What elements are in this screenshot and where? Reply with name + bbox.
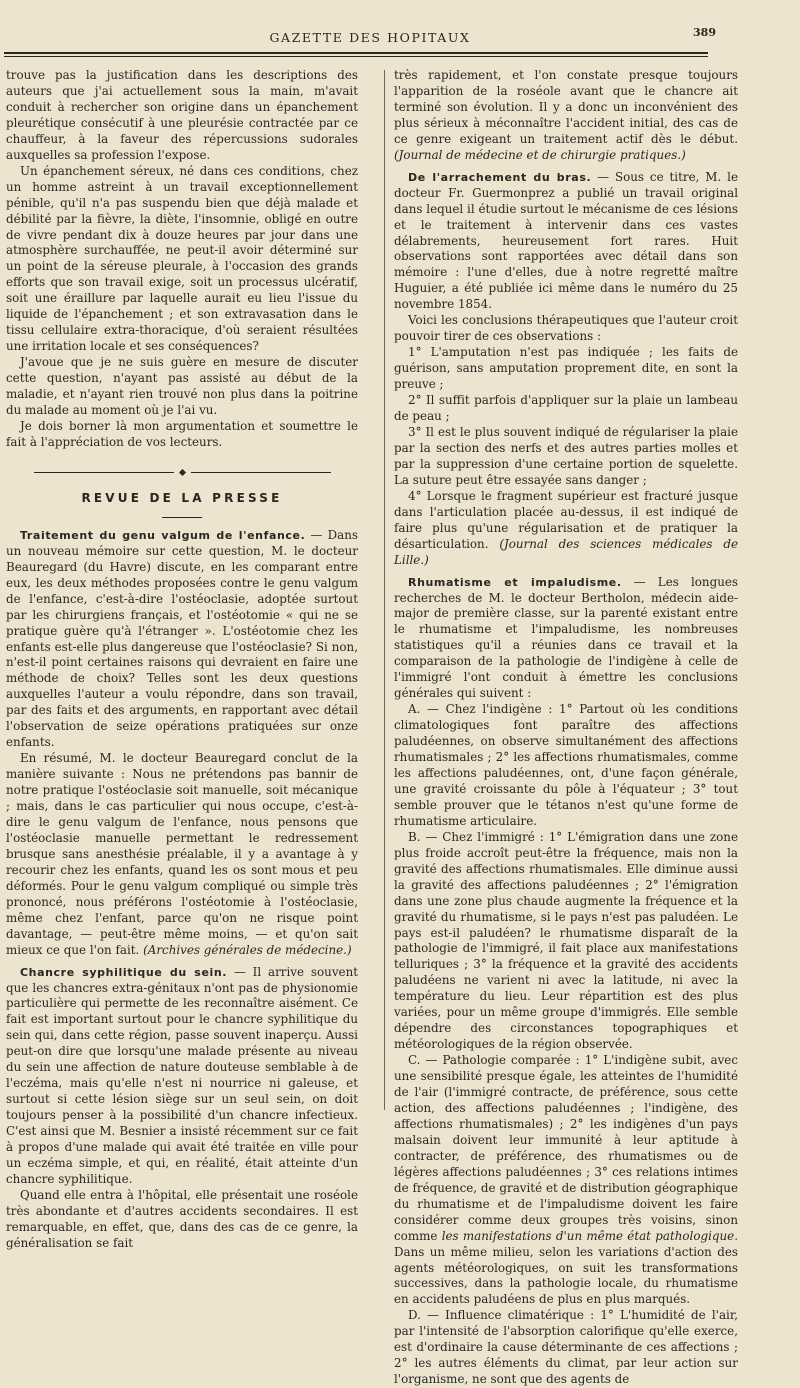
page-number: 389 bbox=[693, 26, 716, 39]
list-item: 2° Il suffit parfois d'appliquer sur la plaie un lambeau de peau ; bbox=[394, 393, 738, 424]
paragraph: Un épanchement séreux, né dans ces conditions, chez un homme astreint à un travail exceptionnellement pénible, qu'il n'a pas suspendu bien que déjà malade et débilité par la fièvre, la diète, l'insomnie, obligé en outre de vivre pendant dix à douze heures par jour dans une atmosphère surchauffée, ne peut-il avoir déterminé sur un point de la séreuse pleurale, à l'occasion des grands efforts que son travail exige, soit un processus ulcératif, soit une éraillure par laquelle aurait eu lieu l'issue du liquide de l'épanchement ; et son extravasation dans le tissu cellulaire extra-thoracique, d'où seraient résultées une irritation locale et ses conséquences? bbox=[6, 163, 358, 354]
list-item: 3° Il est le plus souvent indiqué de régulariser la plaie par la section des nerfs et des autres parties molles et par la suppression d'une certaine portion de squelette. La suture peut être essayée sans danger ; bbox=[394, 424, 738, 487]
article-heading: De l'arrachement du bras. bbox=[408, 170, 592, 184]
article-text: — Sous ce titre, M. le docteur Fr. Guermonprez a publié un travail original dans lequel il étudie surtout le mécanisme de ces lésions et le traitement à intervenir dans ces vastes délabrements, heureusement fort rares. Huit observations sont rapportées avec détail dans son mémoire : l'une d'elles, due à notre regretté maître Huguier, a été publiée ici même dans le numéro du 25 novembre 1854. bbox=[394, 169, 738, 312]
paragraph: Quand elle entra à l'hôpital, elle présentait une roséole très abondante et d'autres accidents secondaires. Il est remarquable, en effet, que, dans des cas de ce genre, la généralisation se fait bbox=[6, 1187, 358, 1250]
article-text: . Dans un même milieu, selon les variations d'action des agents météorologiques, on suit les transformations successives, dans la pathologie locale, du rhumatisme en accidents paludéens de plus en plus marqués. bbox=[394, 1228, 738, 1307]
source-citation: (Archives générales de médecine.) bbox=[143, 942, 352, 957]
header-rule-thin bbox=[4, 56, 708, 57]
ornament-line bbox=[191, 472, 331, 473]
column-separator bbox=[384, 70, 385, 1110]
paragraph: trouve pas la justification dans les descriptions des auteurs que j'ai actuellement sous la main, m'avait conduit à rechercher son origine dans un épanchement pleurétique consécutif à une pleurésie contractée par ce chauffeur, à la faveur des répercussions sudorales auxquelles sa profession l'expose. bbox=[6, 68, 358, 162]
article-chancre bbox=[6, 965, 358, 1188]
article-genu-valgum bbox=[6, 528, 358, 751]
paragraph: J'avoue que je ne suis guère en mesure de discuter cette question, n'ayant pas assisté au début de la maladie, et n'ayant rien trouvé non plus dans la poitrine du malade au moment où je l'ai vu. bbox=[6, 355, 358, 418]
right-column bbox=[394, 68, 738, 1388]
paragraph bbox=[394, 68, 738, 164]
running-title: GAZETTE DES HOPITAUX bbox=[269, 30, 471, 45]
article-arrachement bbox=[394, 170, 738, 314]
list-item: 1° L'amputation n'est pas indiquée ; les faits de guérison, sans amputation proprement dite, en sont la preuve ; bbox=[394, 345, 738, 392]
article-heading: Traitement du genu valgum de l'enfance. bbox=[20, 528, 306, 542]
section-ornament bbox=[6, 465, 358, 475]
article-rhumatisme bbox=[394, 575, 738, 703]
article-text: — Dans un nouveau mémoire sur cette question, M. le docteur Beauregard (du Havre) discute, en les comparant entre eux, les deux méthodes proposées contre le genu valgum de l'enfance, c'est-à-dire l'ostéoclasie, adoptée surtout par les chirurgiens français, et l'ostéotomie « qui ne se pratique guère qu'à l'étranger ». L'ostéotomie chez les enfants est-elle plus dangereuse que l'ostéoclasie? Si non, n'est-il point certaines raisons qui devraient en faire une méthode de choix? Telles sont les deux questions auxquelles l'auteur a voulu répondre, dans son travail, par des faits et des arguments, en rapportant avec détail l'observation de seize opérations pratiquées sur onze enfants. bbox=[6, 527, 358, 750]
article-text: très rapidement, et l'on constate presque toujours l'apparition de la roséole avant que le chancre ait terminé son évolution. Il y a donc un inconvénient des plus sérieux à méconnaître l'accident initial, des cas de ce genre exigeant un traitement actif dès le début. bbox=[394, 68, 738, 146]
list-item bbox=[394, 489, 738, 569]
page-header bbox=[0, 22, 800, 56]
list-item: D. — Influence climatérique : 1° L'humidité de l'air, par l'intensité de l'absorption calorifique qu'elle exerce, est d'ordinaire la cause déterminante de ces affections ; 2° les autres éléments du climat, par leur action sur l'organisme, ne sont que des agents de bbox=[394, 1308, 738, 1387]
ornament-line bbox=[34, 472, 174, 473]
paragraph: Voici les conclusions thérapeutiques que l'auteur croit pouvoir tirer de ces observations : bbox=[394, 313, 738, 344]
paragraph bbox=[6, 751, 358, 958]
paragraph: Je dois borner là mon argumentation et soumettre le fait à l'appréciation de vos lecteurs. bbox=[6, 418, 358, 449]
article-text: — Les longues recherches de M. le docteur Bertholon, médecin aide-major de première classe, sur la parenté existant entre le rhumatisme et l'impaludisme, les nombreuses statistiques qu'il a réunies dans ce travail et la comparaison de la pathologie de l'indigène à celle de l'immigré l'ont conduit à émettre les conclusions générales qui suivent : bbox=[394, 574, 739, 701]
section-title: REVUE DE LA PRESSE bbox=[81, 490, 283, 505]
emphasis: les manifestations d'un même état pathologique bbox=[441, 1228, 735, 1243]
article-text: — Il arrive souvent que les chancres extra-génitaux n'ont pas de physionomie particulière qui permette de les reconnaître aisément. Ce fait est important surtout pour le chancre syphilitique du sein qui, dans cette région, passe souvent inaperçu. Aussi peut-on dire que lorsqu'une malade présente au niveau du sein une affection de nature douteuse semblable à de l'eczéma, mais qu'elle n'est ni nourrice ni galeuse, et surtout si cette lésion siège sur un seul sein, on doit toujours penser à la possibilité d'un chancre infectieux. C'est ainsi que M. Besnier a insisté récemment sur ce fait à propos d'une malade qui avait été traitée en ville pour un eczéma simple, et qui, en réalité, était atteinte d'un chancre syphilitique. bbox=[6, 964, 359, 1186]
header-rule-thick bbox=[4, 52, 708, 54]
article-heading: Rhumatisme et impaludisme. bbox=[408, 575, 622, 589]
diamond-icon bbox=[178, 469, 185, 476]
source-citation: (Journal des sciences médicales de Lille.) bbox=[394, 536, 738, 567]
article-text: En résumé, M. le docteur Beauregard conclut de la manière suivante : Nous ne prétendons pas bannir de notre pratique l'ostéoclasie soit manuelle, soit mécanique ; mais, dans le cas particulier qui nous occupe, c'est-à-dire le genu valgum de l'enfance, nous pensons que l'ostéoclasie manuelle permettant le redressement brusque sans anesthésie préalable, il y a avantage à y recourir chez les enfants, quand les os sont mous et peu déformés. Pour le genu valgum compliqué ou simple très prononcé, nous préférons l'ostéotomie à l'ostéoclasie, même chez l'enfant, parce qu'on ne risque point davantage, — peut-être même moins, — et qu'on sait mieux ce que l'on fait. bbox=[6, 751, 358, 957]
source-citation: (Journal de médecine et de chirurgie pratiques.) bbox=[394, 147, 686, 162]
article-text: 4° Lorsque le fragment supérieur est fracturé jusque dans l'articulation placée au-dessus, il est indiqué de faire plus qu'une régularisation et de pratiquer la désarticulation. bbox=[394, 488, 738, 551]
article-heading: Chancre syphilitique du sein. bbox=[20, 965, 228, 979]
short-rule bbox=[162, 517, 202, 518]
list-item bbox=[394, 1053, 738, 1308]
left-column bbox=[6, 68, 358, 1252]
list-item: B. — Chez l'immigré : 1° L'émigration dans une zone plus froide accroît peut-être la fréquence, mais non la gravité des affections rhumatismales. Elle diminue aussi la gravité des affections paludéennes ; 2° l'émigration dans une zone plus chaude augmente la fréquence et la gravité du rhumatisme, si le pays n'est pas paludéen. Le pays est-il paludéen? le rhumatisme disparaît de la pathologie de l'immigré, il fait place aux manifestations telluriques ; 3° la fréquence et la gravité des accidents paludéens ne varient ni avec la latitude, ni avec la température du lieu. Leur répartition est des plus variées, pour un même groupe d'immigrés. Elle semble dépendre des circonstances topographiques et météorologiques de la région observée. bbox=[394, 829, 738, 1052]
article-text: C. — Pathologie comparée : 1° L'indigène subit, avec une sensibilité presque égale, les atteintes de l'humidité de l'air (l'immigré contracte, de préférence, sous cette action, des affections paludéennes ; l'indigène, des affections rhumatismales) ; 2° les indigènes d'un pays malsain doivent leur immunité à leur aptitude à contracter, de préférence, des rhumatismes ou de légères affections paludéennes ; 3° ces relations intimes de fréquence, de gravité et de distribution géographique du rhumatisme et de l'impaludisme doivent les faire considérer comme deux groupes très voisins, sinon comme bbox=[394, 1053, 738, 1243]
list-item: A. — Chez l'indigène : 1° Partout où les conditions climatologiques font paraître des affections paludéennes, on observe simultanément des affections rhumatismales ; 2° les affections rhumatismales, comme les affections paludéennes, ont, d'une façon générale, une gravité croissante du pôle à l'équateur ; 3° tout semble prouver que le tétanos n'est qu'une forme de rhumatisme articulaire. bbox=[394, 702, 738, 828]
